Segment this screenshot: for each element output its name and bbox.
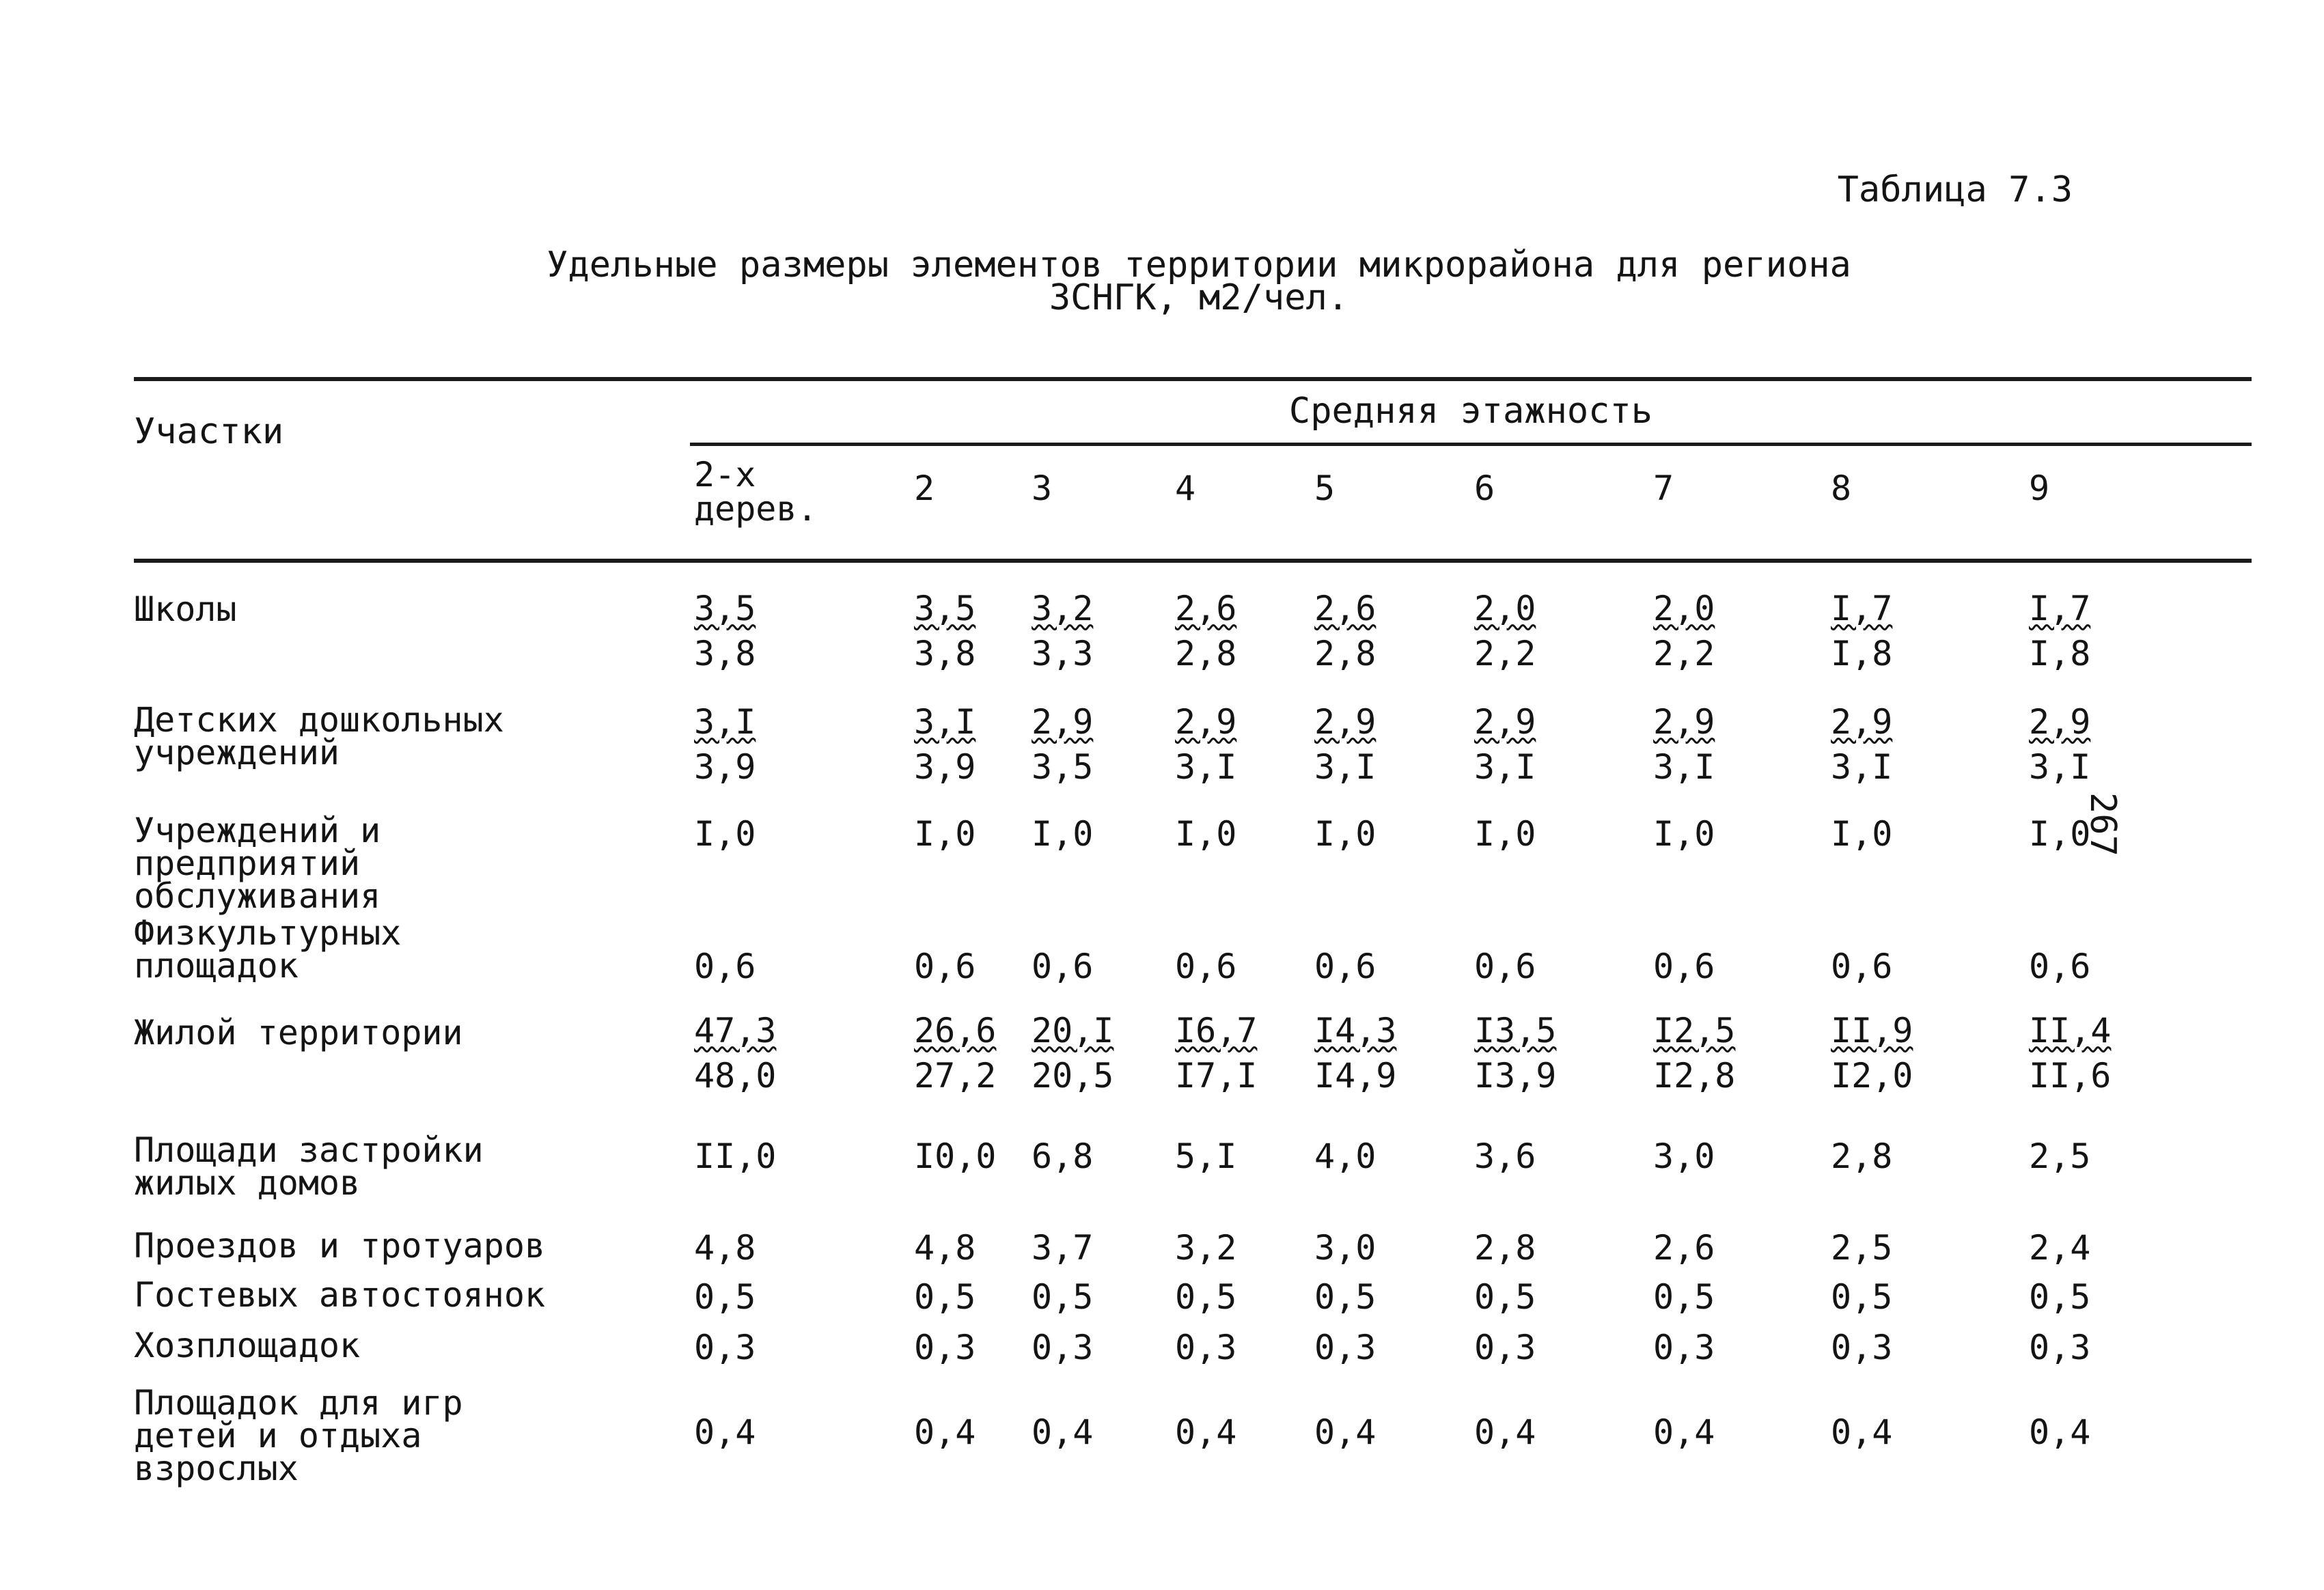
table-cell xyxy=(1653,586,1715,676)
table-cell xyxy=(1474,1134,1536,1179)
table-cell xyxy=(1831,1008,1913,1098)
cell-value: 2,6 xyxy=(1653,1228,1715,1268)
cell-value-upper: I,7 xyxy=(2029,589,2091,628)
cell-value: 3,7 xyxy=(1032,1228,1094,1268)
cell-value: 4,8 xyxy=(694,1228,756,1268)
cell-value: 0,5 xyxy=(1474,1277,1536,1317)
cell-value: 2,5 xyxy=(2029,1136,2091,1176)
cell-value-upper: 47,3 xyxy=(694,1011,777,1050)
table-cell xyxy=(914,699,976,790)
table-cell xyxy=(1831,586,1892,676)
table-cell xyxy=(1831,1325,1892,1370)
column-header-area: Участки xyxy=(134,411,284,452)
header-group-rule xyxy=(690,443,2252,446)
cell-value: 0,5 xyxy=(1831,1277,1893,1317)
cell-value-lower: II,6 xyxy=(2029,1056,2112,1096)
cell-value: 0,4 xyxy=(694,1412,756,1452)
cell-value-lower: 3,8 xyxy=(914,634,976,673)
cell-value: 0,5 xyxy=(694,1277,756,1317)
cell-value: 0,5 xyxy=(1653,1277,1715,1317)
table-cell xyxy=(1314,699,1376,790)
cell-value: 0,4 xyxy=(1653,1412,1715,1452)
column-header-8: 8 xyxy=(1831,469,1852,508)
row-label: Детских дошкольных учреждений xyxy=(134,700,504,772)
cell-value-upper: II,4 xyxy=(2029,1011,2112,1050)
cell-value: 0,3 xyxy=(1474,1328,1536,1367)
cell-value: 0,6 xyxy=(694,947,756,986)
cell-value: 3,0 xyxy=(1653,1136,1715,1176)
table-cell xyxy=(1314,586,1376,676)
table-cell xyxy=(1175,1325,1236,1370)
table-cell xyxy=(2029,1274,2090,1320)
cell-value-lower: 3,8 xyxy=(694,634,756,673)
table-cell xyxy=(694,1134,776,1179)
table-cell xyxy=(694,1410,756,1455)
cell-value-upper: 20,I xyxy=(1032,1011,1114,1050)
table-cell xyxy=(694,944,756,989)
table-cell xyxy=(1474,944,1536,989)
row-label: Площадок для игр детей и отдыха взрослых xyxy=(134,1383,463,1488)
cell-value-lower: I2,8 xyxy=(1653,1056,1736,1096)
cell-value: 0,3 xyxy=(1032,1328,1094,1367)
table-cell xyxy=(914,811,976,856)
table-cell xyxy=(2029,586,2090,676)
cell-value-lower: 48,0 xyxy=(694,1056,777,1096)
table-cell xyxy=(914,1134,996,1179)
cell-value-lower: I,8 xyxy=(2029,634,2091,673)
cell-value: 0,6 xyxy=(1831,947,1893,986)
table-cell xyxy=(1032,811,1093,856)
cell-value: 2,5 xyxy=(1831,1228,1893,1268)
row-label: Площади застройки жилых домов xyxy=(134,1130,484,1203)
table-cell xyxy=(1474,1274,1536,1320)
row-label: Проездов и тротуаров xyxy=(134,1226,546,1266)
table-cell xyxy=(694,586,756,676)
table-cell xyxy=(2029,944,2090,989)
cell-value-lower: I,8 xyxy=(1831,634,1893,673)
column-header-4: 4 xyxy=(1175,469,1196,508)
cell-value-upper: 3,5 xyxy=(694,589,756,628)
cell-value: 0,6 xyxy=(1314,947,1377,986)
cell-value-upper: I2,5 xyxy=(1653,1011,1736,1050)
table-cell xyxy=(1653,1274,1715,1320)
cell-value-upper: I3,5 xyxy=(1474,1011,1557,1050)
table-cell xyxy=(1314,1274,1376,1320)
table-cell xyxy=(1831,1410,1892,1455)
cell-value-lower: 2,2 xyxy=(1474,634,1536,673)
cell-value-upper: 2,9 xyxy=(1314,702,1377,742)
cell-value: II,0 xyxy=(694,1136,777,1176)
table-cell xyxy=(1474,699,1536,790)
cell-value: I,0 xyxy=(1653,814,1715,854)
cell-value-upper: I4,3 xyxy=(1314,1011,1397,1050)
row-label: Физкультурных площадок xyxy=(134,913,402,986)
cell-value-upper: 2,9 xyxy=(1175,702,1237,742)
page-number: 267 xyxy=(2082,792,2123,856)
table-cell xyxy=(1474,1410,1536,1455)
table-cell xyxy=(694,1325,756,1370)
table-cell xyxy=(914,1274,976,1320)
cell-value-upper: 2,9 xyxy=(1831,702,1893,742)
column-header-2: 2 xyxy=(914,469,935,508)
cell-value-lower: 20,5 xyxy=(1032,1056,1114,1096)
cell-value-lower: 3,I xyxy=(1474,747,1536,787)
table-cell xyxy=(2029,1325,2090,1370)
cell-value: 0,4 xyxy=(1474,1412,1536,1452)
table-cell xyxy=(914,1225,976,1270)
table-cell xyxy=(1474,1008,1556,1098)
cell-value: 4,0 xyxy=(1314,1136,1377,1176)
cell-value-upper: 3,2 xyxy=(1032,589,1094,628)
cell-value: 0,3 xyxy=(1314,1328,1377,1367)
table-top-rule xyxy=(134,377,2252,381)
cell-value-upper: I6,7 xyxy=(1175,1011,1258,1050)
cell-value-lower: I7,I xyxy=(1175,1056,1258,1096)
cell-value-lower: 3,I xyxy=(1175,747,1237,787)
table-cell xyxy=(1474,1225,1536,1270)
table-cell xyxy=(1653,1225,1715,1270)
cell-value: 0,3 xyxy=(1175,1328,1237,1367)
table-cell xyxy=(1314,1225,1376,1270)
header-bottom-rule xyxy=(134,559,2252,563)
table-cell xyxy=(1175,1410,1236,1455)
cell-value-upper: 2,9 xyxy=(1032,702,1094,742)
column-header-7: 7 xyxy=(1653,469,1674,508)
cell-value-lower: 27,2 xyxy=(914,1056,997,1096)
cell-value: 0,6 xyxy=(2029,947,2091,986)
table-cell xyxy=(2029,1134,2090,1179)
cell-value: I,0 xyxy=(1314,814,1377,854)
table-cell xyxy=(1831,1274,1892,1320)
cell-value: I,0 xyxy=(694,814,756,854)
table-cell xyxy=(1831,699,1892,790)
table-cell xyxy=(1653,944,1715,989)
table-cell xyxy=(1314,944,1376,989)
table-cell xyxy=(1175,586,1236,676)
table-cell xyxy=(1032,1225,1093,1270)
table-cell xyxy=(914,1410,976,1455)
column-header-6: 6 xyxy=(1474,469,1495,508)
table-cell xyxy=(1314,1325,1376,1370)
table-cell xyxy=(1653,811,1715,856)
table-cell xyxy=(1032,944,1093,989)
table-cell xyxy=(914,1008,996,1098)
cell-value-lower: 3,3 xyxy=(1032,634,1094,673)
table-cell xyxy=(1474,586,1536,676)
cell-value-upper: 26,6 xyxy=(914,1011,997,1050)
cell-value: 0,3 xyxy=(1653,1328,1715,1367)
table-cell xyxy=(1175,1134,1236,1179)
cell-value-upper: 2,9 xyxy=(1474,702,1536,742)
cell-value: I,0 xyxy=(1831,814,1893,854)
table-cell xyxy=(1032,1008,1113,1098)
cell-value-lower: 3,9 xyxy=(694,747,756,787)
row-label: Хозплощадок xyxy=(134,1326,361,1365)
table-cell xyxy=(2029,1410,2090,1455)
cell-value: 0,3 xyxy=(694,1328,756,1367)
table-cell xyxy=(694,1008,776,1098)
cell-value: 0,5 xyxy=(1314,1277,1377,1317)
cell-value: 0,6 xyxy=(914,947,976,986)
table-cell xyxy=(914,586,976,676)
cell-value: 2,4 xyxy=(2029,1228,2091,1268)
cell-value-lower: 3,I xyxy=(1831,747,1893,787)
cell-value: 0,3 xyxy=(2029,1328,2091,1367)
cell-value: 0,3 xyxy=(1831,1328,1893,1367)
cell-value: 2,8 xyxy=(1831,1136,1893,1176)
table-cell xyxy=(914,1325,976,1370)
table-cell xyxy=(1314,1410,1376,1455)
table-cell xyxy=(694,699,756,790)
cell-value: 0,6 xyxy=(1032,947,1094,986)
table-cell xyxy=(1653,1134,1715,1179)
cell-value: 0,6 xyxy=(1653,947,1715,986)
table-cell xyxy=(1032,699,1093,790)
cell-value-upper: II,9 xyxy=(1831,1011,1913,1050)
row-label: Гостевых автостоянок xyxy=(134,1275,546,1315)
row-label: Школы xyxy=(134,589,237,629)
cell-value: I,0 xyxy=(914,814,976,854)
table-cell xyxy=(694,811,756,856)
cell-value: 0,5 xyxy=(1175,1277,1237,1317)
table-cell xyxy=(1175,944,1236,989)
cell-value: 3,2 xyxy=(1175,1228,1237,1268)
cell-value: 0,4 xyxy=(1175,1412,1237,1452)
cell-value: 6,8 xyxy=(1032,1136,1094,1176)
table-cell xyxy=(2029,699,2090,790)
table-cell xyxy=(1175,1225,1236,1270)
table-cell xyxy=(914,944,976,989)
cell-value-lower: 2,8 xyxy=(1314,634,1377,673)
table-cell xyxy=(1831,1134,1892,1179)
table-cell xyxy=(1175,811,1236,856)
table-cell xyxy=(1653,1410,1715,1455)
table-cell xyxy=(1032,1325,1093,1370)
cell-value: 0,4 xyxy=(2029,1412,2091,1452)
cell-value: I,0 xyxy=(2029,814,2091,854)
cell-value-lower: 3,5 xyxy=(1032,747,1094,787)
cell-value-lower: I2,0 xyxy=(1831,1056,1913,1096)
table-cell xyxy=(1653,1325,1715,1370)
cell-value-upper: 3,I xyxy=(914,702,976,742)
cell-value-upper: 2,0 xyxy=(1653,589,1715,628)
table-cell xyxy=(1831,811,1892,856)
cell-value-upper: 2,0 xyxy=(1474,589,1536,628)
cell-value-lower: 3,I xyxy=(1653,747,1715,787)
cell-value: 0,6 xyxy=(1175,947,1237,986)
cell-value: 5,I xyxy=(1175,1136,1237,1176)
cell-value-upper: 2,9 xyxy=(1653,702,1715,742)
cell-value: I0,0 xyxy=(914,1136,997,1176)
table-cell xyxy=(1032,1274,1093,1320)
cell-value: 3,6 xyxy=(1474,1136,1536,1176)
cell-value: 0,5 xyxy=(2029,1277,2091,1317)
cell-value: 0,5 xyxy=(1032,1277,1094,1317)
cell-value-lower: I4,9 xyxy=(1314,1056,1397,1096)
cell-value-upper: 3,I xyxy=(694,702,756,742)
table-cell xyxy=(694,1225,756,1270)
row-label: Жилой территории xyxy=(134,1013,463,1052)
cell-value: 4,8 xyxy=(914,1228,976,1268)
table-cell xyxy=(2029,811,2090,856)
cell-value: 0,3 xyxy=(914,1328,976,1367)
table-cell xyxy=(1314,811,1376,856)
cell-value: 0,4 xyxy=(1831,1412,1893,1452)
cell-value-upper: 2,6 xyxy=(1175,589,1237,628)
table-caption: Таблица 7.3 xyxy=(1837,169,2073,210)
cell-value: I,0 xyxy=(1474,814,1536,854)
cell-value-upper: 2,9 xyxy=(2029,702,2091,742)
table-cell xyxy=(1314,1134,1376,1179)
table-cell xyxy=(2029,1225,2090,1270)
column-header-floors: Средняя этажность xyxy=(1288,391,1653,432)
cell-value: 0,5 xyxy=(914,1277,976,1317)
cell-value-lower: 3,I xyxy=(2029,747,2091,787)
table-cell xyxy=(1032,1410,1093,1455)
cell-value: 0,6 xyxy=(1474,947,1536,986)
table-cell xyxy=(1653,699,1715,790)
column-header-5: 5 xyxy=(1314,469,1336,508)
table-cell xyxy=(1175,699,1236,790)
cell-value-lower: I3,9 xyxy=(1474,1056,1557,1096)
cell-value: 3,0 xyxy=(1314,1228,1377,1268)
column-header-3: 3 xyxy=(1032,469,1053,508)
row-label: Учреждений и предприятий обслуживания xyxy=(134,811,381,916)
table-cell xyxy=(1175,1274,1236,1320)
table-cell xyxy=(2029,1008,2111,1098)
table-cell xyxy=(1831,944,1892,989)
column-header-9: 9 xyxy=(2029,469,2050,508)
table-cell xyxy=(1474,1325,1536,1370)
cell-value-lower: 3,I xyxy=(1314,747,1377,787)
cell-value: I,0 xyxy=(1175,814,1237,854)
cell-value-upper: I,7 xyxy=(1831,589,1893,628)
table-cell xyxy=(1653,1008,1735,1098)
cell-value: 0,4 xyxy=(1314,1412,1377,1452)
table-cell xyxy=(1032,586,1093,676)
table-cell xyxy=(1175,1008,1257,1098)
cell-value: 0,4 xyxy=(914,1412,976,1452)
table-cell xyxy=(694,1274,756,1320)
cell-value: 2,8 xyxy=(1474,1228,1536,1268)
cell-value-lower: 2,2 xyxy=(1653,634,1715,673)
column-header-1: 2-х дерев. xyxy=(694,455,818,529)
cell-value: 0,4 xyxy=(1032,1412,1094,1452)
cell-value-lower: 3,9 xyxy=(914,747,976,787)
cell-value-lower: 2,8 xyxy=(1175,634,1237,673)
table-cell xyxy=(1474,811,1536,856)
table-cell xyxy=(1032,1134,1093,1179)
cell-value-upper: 3,5 xyxy=(914,589,976,628)
table-cell xyxy=(1314,1008,1396,1098)
table-title-line-2: ЗСНГК, м2/чел. xyxy=(1049,277,1349,318)
cell-value-upper: 2,6 xyxy=(1314,589,1377,628)
table-title-line-1: Удельные размеры элементов территории микрорайона для региона xyxy=(547,245,1851,285)
table-cell xyxy=(1831,1225,1892,1270)
cell-value: I,0 xyxy=(1032,814,1094,854)
